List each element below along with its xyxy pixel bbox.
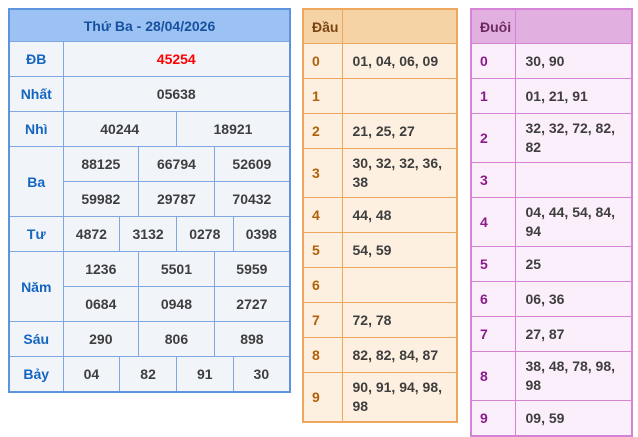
duoi-header-spacer [515,9,632,44]
prize-value: 1236 [63,252,139,287]
dau-digit: 1 [303,79,342,114]
prize-label-nhat: Nhất [9,77,63,112]
dau-numbers: 21, 25, 27 [342,114,457,149]
dau-digit: 5 [303,233,342,268]
prize-value: 4872 [63,217,120,252]
prize-value: 806 [139,322,215,357]
duoi-numbers: 25 [515,247,632,282]
dau-digit: 9 [303,373,342,423]
prize-value: 40244 [63,112,176,147]
prize-value: 0278 [176,217,233,252]
prize-value: 91 [176,357,233,393]
prize-value: 04 [63,357,120,393]
duoi-digit: 4 [471,198,515,247]
dau-numbers: 01, 04, 06, 09 [342,44,457,79]
duoi-digit: 0 [471,44,515,79]
dau-numbers: 90, 91, 94, 98, 98 [342,373,457,423]
dau-numbers [342,268,457,303]
prize-value: 18921 [176,112,290,147]
prize-label-sau: Sáu [9,322,63,357]
duoi-digit: 7 [471,317,515,352]
results-table [8,8,291,393]
prize-label-db: ĐB [9,42,63,77]
prize-value: 898 [214,322,290,357]
dau-numbers [342,79,457,114]
duoi-table [470,8,633,437]
prize-value: 66794 [139,147,215,182]
dau-digit: 7 [303,303,342,338]
dau-digit: 2 [303,114,342,149]
duoi-numbers: 09, 59 [515,401,632,437]
dau-header-spacer [342,9,457,44]
prize-value: 0684 [63,287,139,322]
duoi-numbers: 30, 90 [515,44,632,79]
prize-value: 0398 [233,217,290,252]
dau-digit: 0 [303,44,342,79]
prize-value: 290 [63,322,139,357]
duoi-digit: 1 [471,79,515,114]
prize-value: 05638 [63,77,290,112]
duoi-numbers: 01, 21, 91 [515,79,632,114]
dau-numbers: 72, 78 [342,303,457,338]
duoi-numbers: 27, 87 [515,317,632,352]
prize-value: 70432 [214,182,290,217]
prize-label-nhi: Nhì [9,112,63,147]
duoi-digit: 6 [471,282,515,317]
duoi-digit: 3 [471,163,515,198]
draw-date-title: Thứ Ba - 28/04/2026 [9,9,290,42]
dau-header: Đầu [303,9,342,44]
dau-numbers: 82, 82, 84, 87 [342,338,457,373]
prize-value: 82 [120,357,177,393]
duoi-digit: 9 [471,401,515,437]
prize-value: 30 [233,357,290,393]
dau-numbers: 44, 48 [342,198,457,233]
duoi-numbers [515,163,632,198]
dau-numbers: 54, 59 [342,233,457,268]
duoi-numbers: 32, 32, 72, 82, 82 [515,114,632,163]
prize-value: 5501 [139,252,215,287]
dau-table [302,8,458,423]
dau-digit: 3 [303,149,342,198]
prize-value: 29787 [139,182,215,217]
duoi-numbers: 06, 36 [515,282,632,317]
dau-digit: 6 [303,268,342,303]
prize-label-ba: Ba [9,147,63,217]
dau-digit: 4 [303,198,342,233]
prize-value: 59982 [63,182,139,217]
prize-label-tu: Tư [9,217,63,252]
dau-numbers: 30, 32, 32, 36, 38 [342,149,457,198]
prize-label-nam: Năm [9,252,63,322]
prize-value: 5959 [214,252,290,287]
duoi-numbers: 04, 44, 54, 84, 94 [515,198,632,247]
duoi-digit: 5 [471,247,515,282]
duoi-header: Đuôi [471,9,515,44]
prize-value: 0948 [139,287,215,322]
duoi-digit: 2 [471,114,515,163]
duoi-digit: 8 [471,352,515,401]
prize-value: 3132 [120,217,177,252]
duoi-numbers: 38, 48, 78, 98, 98 [515,352,632,401]
prize-value: 88125 [63,147,139,182]
prize-label-bay: Bảy [9,357,63,393]
prize-value: 52609 [214,147,290,182]
dau-digit: 8 [303,338,342,373]
prize-db-value: 45254 [63,42,290,77]
prize-value: 2727 [214,287,290,322]
